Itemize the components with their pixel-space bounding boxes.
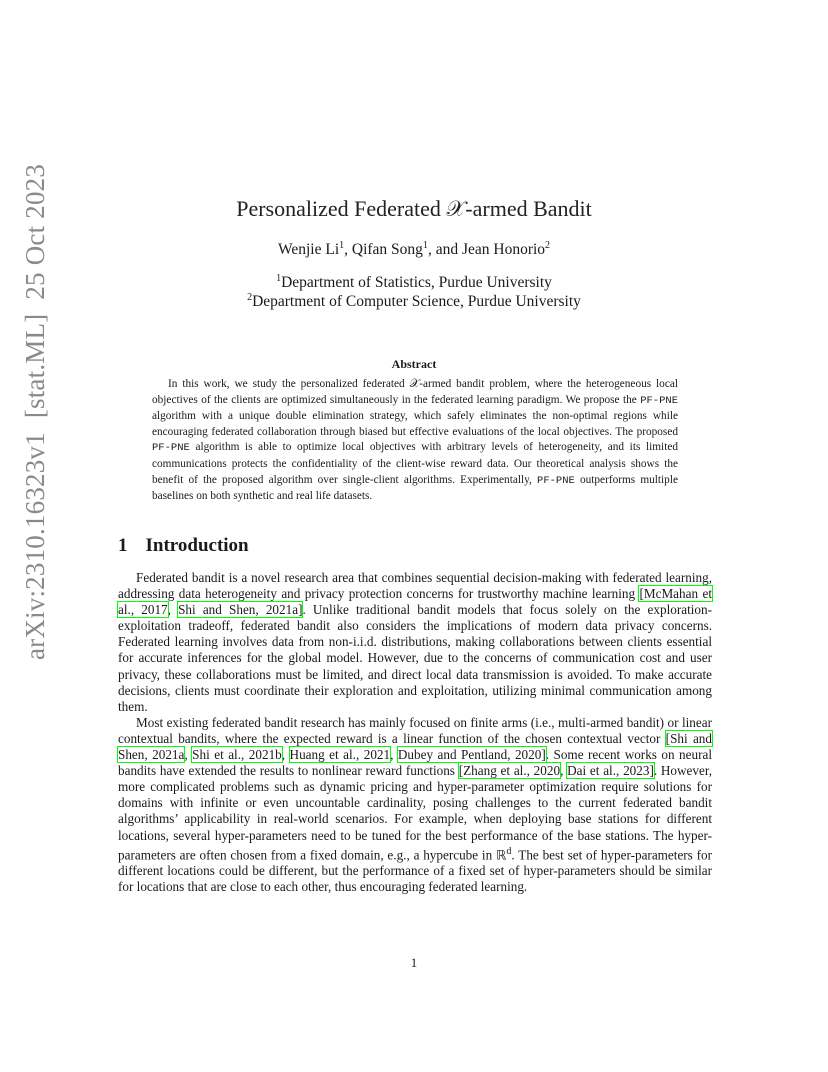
superscript: d (506, 845, 512, 857)
affiliation-2 (0, 292, 828, 311)
author-separator: , and (427, 241, 462, 259)
paragraph (118, 715, 712, 895)
arxiv-category: [stat.ML] (20, 313, 50, 419)
text-run: . The best set of hyper-parameters for different locations could be different, but the performance of a fixed set of hyper-parameters should be similar for locations that are close to each other, thus encouraging federated learning. (118, 846, 712, 895)
author-list (0, 240, 828, 259)
text-run: Most existing federated bandit research has mainly focused on finite arms (i.e., multi-armed bandit) or linear contextual bandits, where the expected reward is a linear function of the chosen contextual vector (118, 714, 712, 746)
citation-link[interactable]: [McMahan et al., 2017 (118, 586, 712, 618)
introduction-body (118, 570, 712, 895)
author-affil-mark: 2 (545, 240, 551, 251)
text-run: . Some recent works on neural bandits have extended the results to nonlinear reward functions (118, 747, 713, 779)
abstract-text: outperforms multiple baselines on both synthetic and real life datasets. (152, 473, 678, 503)
author-separator: , (344, 241, 352, 259)
citation-link[interactable]: Dubey and Pentland, 2020] (397, 747, 546, 763)
affiliation-mark: 1 (276, 273, 282, 284)
citation-link[interactable]: Dai et al., 2023] (567, 763, 654, 779)
abstract-text: algorithm is able to optimize local objectives with arbitrary levels of heterogeneity, and its limited communications protects the confidentiality of the client-wise reward data. Our theoretical analysis shows the benefit of the proposed algorithm over single-client algorithms. Experimentally, (152, 441, 678, 486)
author-name: Wenjie Li (277, 241, 340, 259)
paragraph (118, 570, 712, 715)
section-number: 1 (118, 535, 128, 556)
author-affil-mark: 1 (422, 240, 428, 251)
affiliation-1 (0, 273, 828, 292)
author-name: Qifan Song (351, 241, 423, 259)
citation-link[interactable]: [Shi and Shen, 2021a (118, 730, 712, 763)
text-run: , (281, 747, 290, 763)
text-run: . However, more complicated problems such as dynamic pricing and hyper-parameter optimization require solutions for domains with infinite or even uncountable cardinality, posing challenges to the current federated bandit algorithms’ applicability in real-world scenarios. For example, when deploying base stations for different locations, several hyper-parameters need to be tuned for the best performance of the base stations. The hyper-parameters are often chosen from a fixed domain, e.g., a hypercube in ℝ (118, 763, 712, 862)
author-affil-mark: 1 (339, 240, 345, 251)
citation-link[interactable]: Huang et al., 2021 (289, 747, 391, 763)
text-run: , (390, 747, 398, 763)
affiliation-text: Department of Computer Science, Purdue University (252, 293, 581, 311)
text-run: , (560, 763, 568, 779)
algorithm-name: PF-PNE (640, 394, 678, 407)
text-run: , (184, 747, 193, 763)
algorithm-name: PF-PNE (537, 474, 575, 487)
algorithm-name: PF-PNE (152, 442, 190, 455)
abstract-text: In this work, we study the personalized federated 𝒳-armed bandit problem, where the heterogeneous local objectives of the clients are optimized simultaneously in the federated learning paradigm. We propose the (152, 378, 678, 406)
affiliation-text: Department of Statistics, Purdue University (281, 274, 552, 292)
citation-link[interactable]: Shi et al., 2021b (192, 747, 282, 763)
paper-title: Personalized Federated 𝒳-armed Bandit (236, 196, 592, 221)
section-heading (118, 535, 249, 557)
citation-link[interactable]: [Zhang et al., 2020 (458, 763, 561, 779)
text-run: . Unlike traditional bandit models that focus solely on the exploration-exploitation tradeoff, federated bandit also considers the implications of modern data privacy concerns. Federated learning involves data from non-i.i.d. distributions, making collaborations between clients essential for accurate inferences for the global model. However, due to the concerns of communication cost and user privacy, these collaborations must be limited, and direct local data transmission is avoided. To make accurate decisions, clients must coordinate their exploration and exploitation, utilizing minimal communication among them. (118, 602, 712, 714)
abstract-text: algorithm with a unique double elimination strategy, which safely eliminates the non-optimal regions while encouraging federated collaboration through biased but effective evaluations of the local objectives. The proposed (152, 410, 678, 438)
arxiv-date: 25 Oct 2023 (20, 163, 50, 300)
abstract-body (152, 377, 678, 505)
page-number: 1 (410, 955, 418, 970)
affiliation-mark: 2 (247, 292, 253, 303)
abstract-heading: Abstract (391, 357, 437, 371)
text-run: Federated bandit is a novel research area that combines sequential decision-making with federated learning, addressing data heterogeneity and privacy protection concerns for trustworthy machine learning (118, 570, 712, 602)
text-run: , (167, 602, 179, 618)
section-title: Introduction (145, 535, 249, 556)
citation-link[interactable]: Shi and Shen, 2021a] (178, 602, 303, 618)
author-name: Jean Honorio (461, 241, 546, 259)
arxiv-id: arXiv:2310.16323v1 (20, 432, 50, 660)
